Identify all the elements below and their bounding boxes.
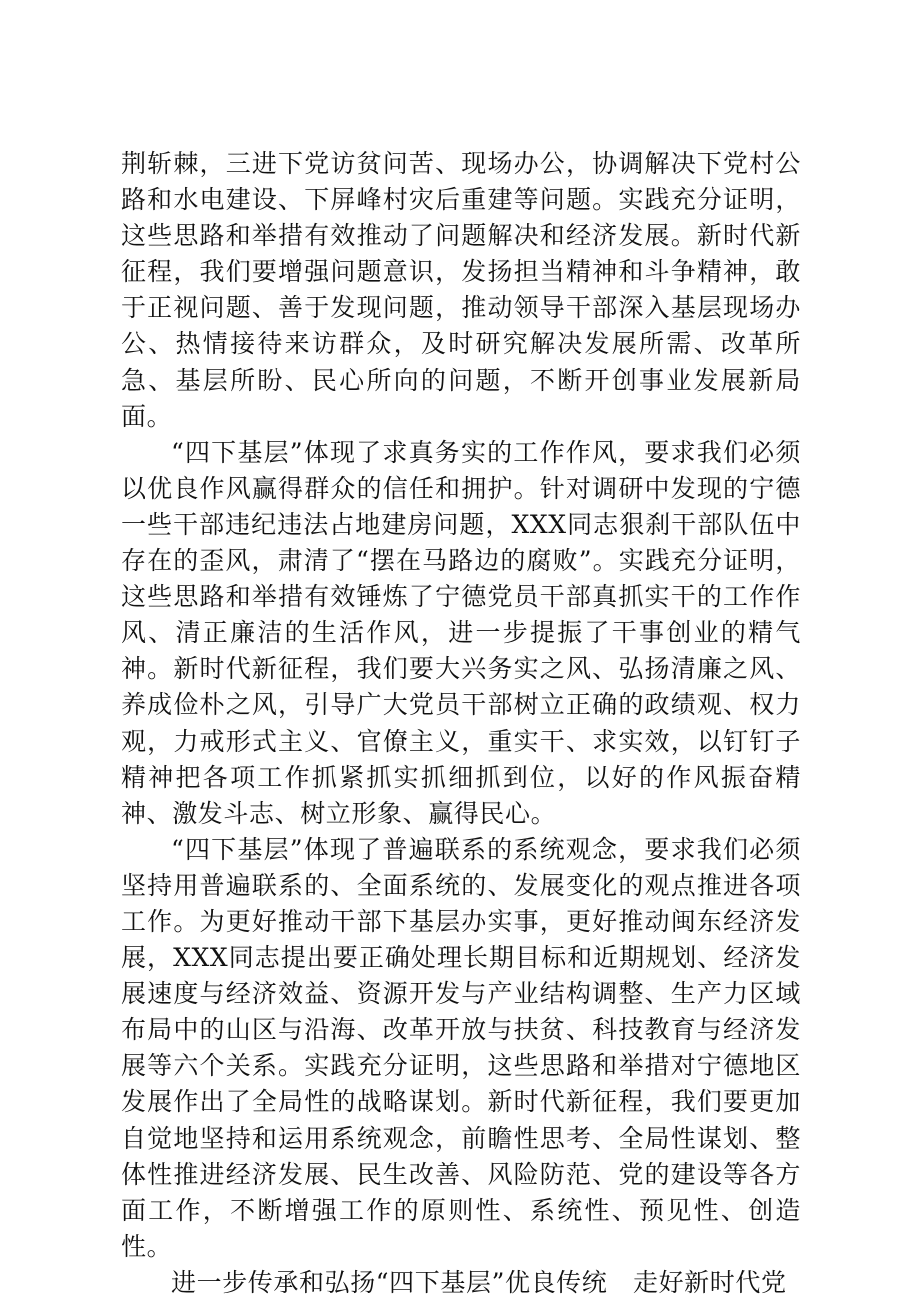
paragraph-2: “四下基层”体现了求真务实的工作作风，要求我们必须以优良作风赢得群众的信任和拥护。针对调研中发现的宁德一些干部违纪违法占地建房问题，XXX同志狠刹干部队伍中存在的歪风，肃清了“摆在马路边的腐败”。实践充分证明，这些思路和举措有效锤炼了宁德党员干部真抓实干的工作作风、清正廉洁的生活作风，进一步提振了干事创业的精气神。新时代新征程，我们要大兴务实之风、弘扬清廉之风、养成俭朴之风，引导广大党员干部树立正确的政绩观、权力观，力戒形式主义、官僚主义，重实干、求实效，以钉钉子精神把各项工作抓紧抓实抓细抓到位，以好的作风振奋精神、激发斗志、树立形象、赢得民心。 — [121, 437, 801, 828]
document-body — [121, 146, 801, 1301]
paragraph-4-heading: 进一步传承和弘扬“四下基层”优良传统 走好新时代党 — [171, 1267, 787, 1297]
paragraph-3: “四下基层”体现了普遍联系的系统观念，要求我们必须坚持用普遍联系的、全面系统的、发展变化的观点推进各项工作。为更好推动干部下基层办实事，更好推动闽东经济发展，XXX同志提出要正确处理长期目标和近期规划、经济发展速度与经济效益、资源开发与产业结构调整、生产力区域布局中的山区与沿海、改革开放与扶贫、科技教育与经济发展等六个关系。实践充分证明，这些思路和举措对宁德地区发展作出了全局性的战略谋划。新时代新征程，我们要更加自觉地坚持和运用系统观念，前瞻性思考、全局性谋划、整体性推进经济发展、民生改善、风险防范、党的建设等各方面工作，不断增强工作的原则性、系统性、预见性、创造性。 — [121, 834, 801, 1261]
paragraph-1: 荆斩棘，三进下党访贫问苦、现场办公，协调解决下党村公路和水电建设、下屏峰村灾后重建等问题。实践充分证明，这些思路和举措有效推动了问题解决和经济发展。新时代新征程，我们要增强问题意识，发扬担当精神和斗争精神，敢于正视问题、善于发现问题，推动领导干部深入基层现场办公、热情接待来访群众，及时研究解决发展所需、改革所急、基层所盼、民心所向的问题，不断开创事业发展新局面。 — [121, 149, 801, 431]
